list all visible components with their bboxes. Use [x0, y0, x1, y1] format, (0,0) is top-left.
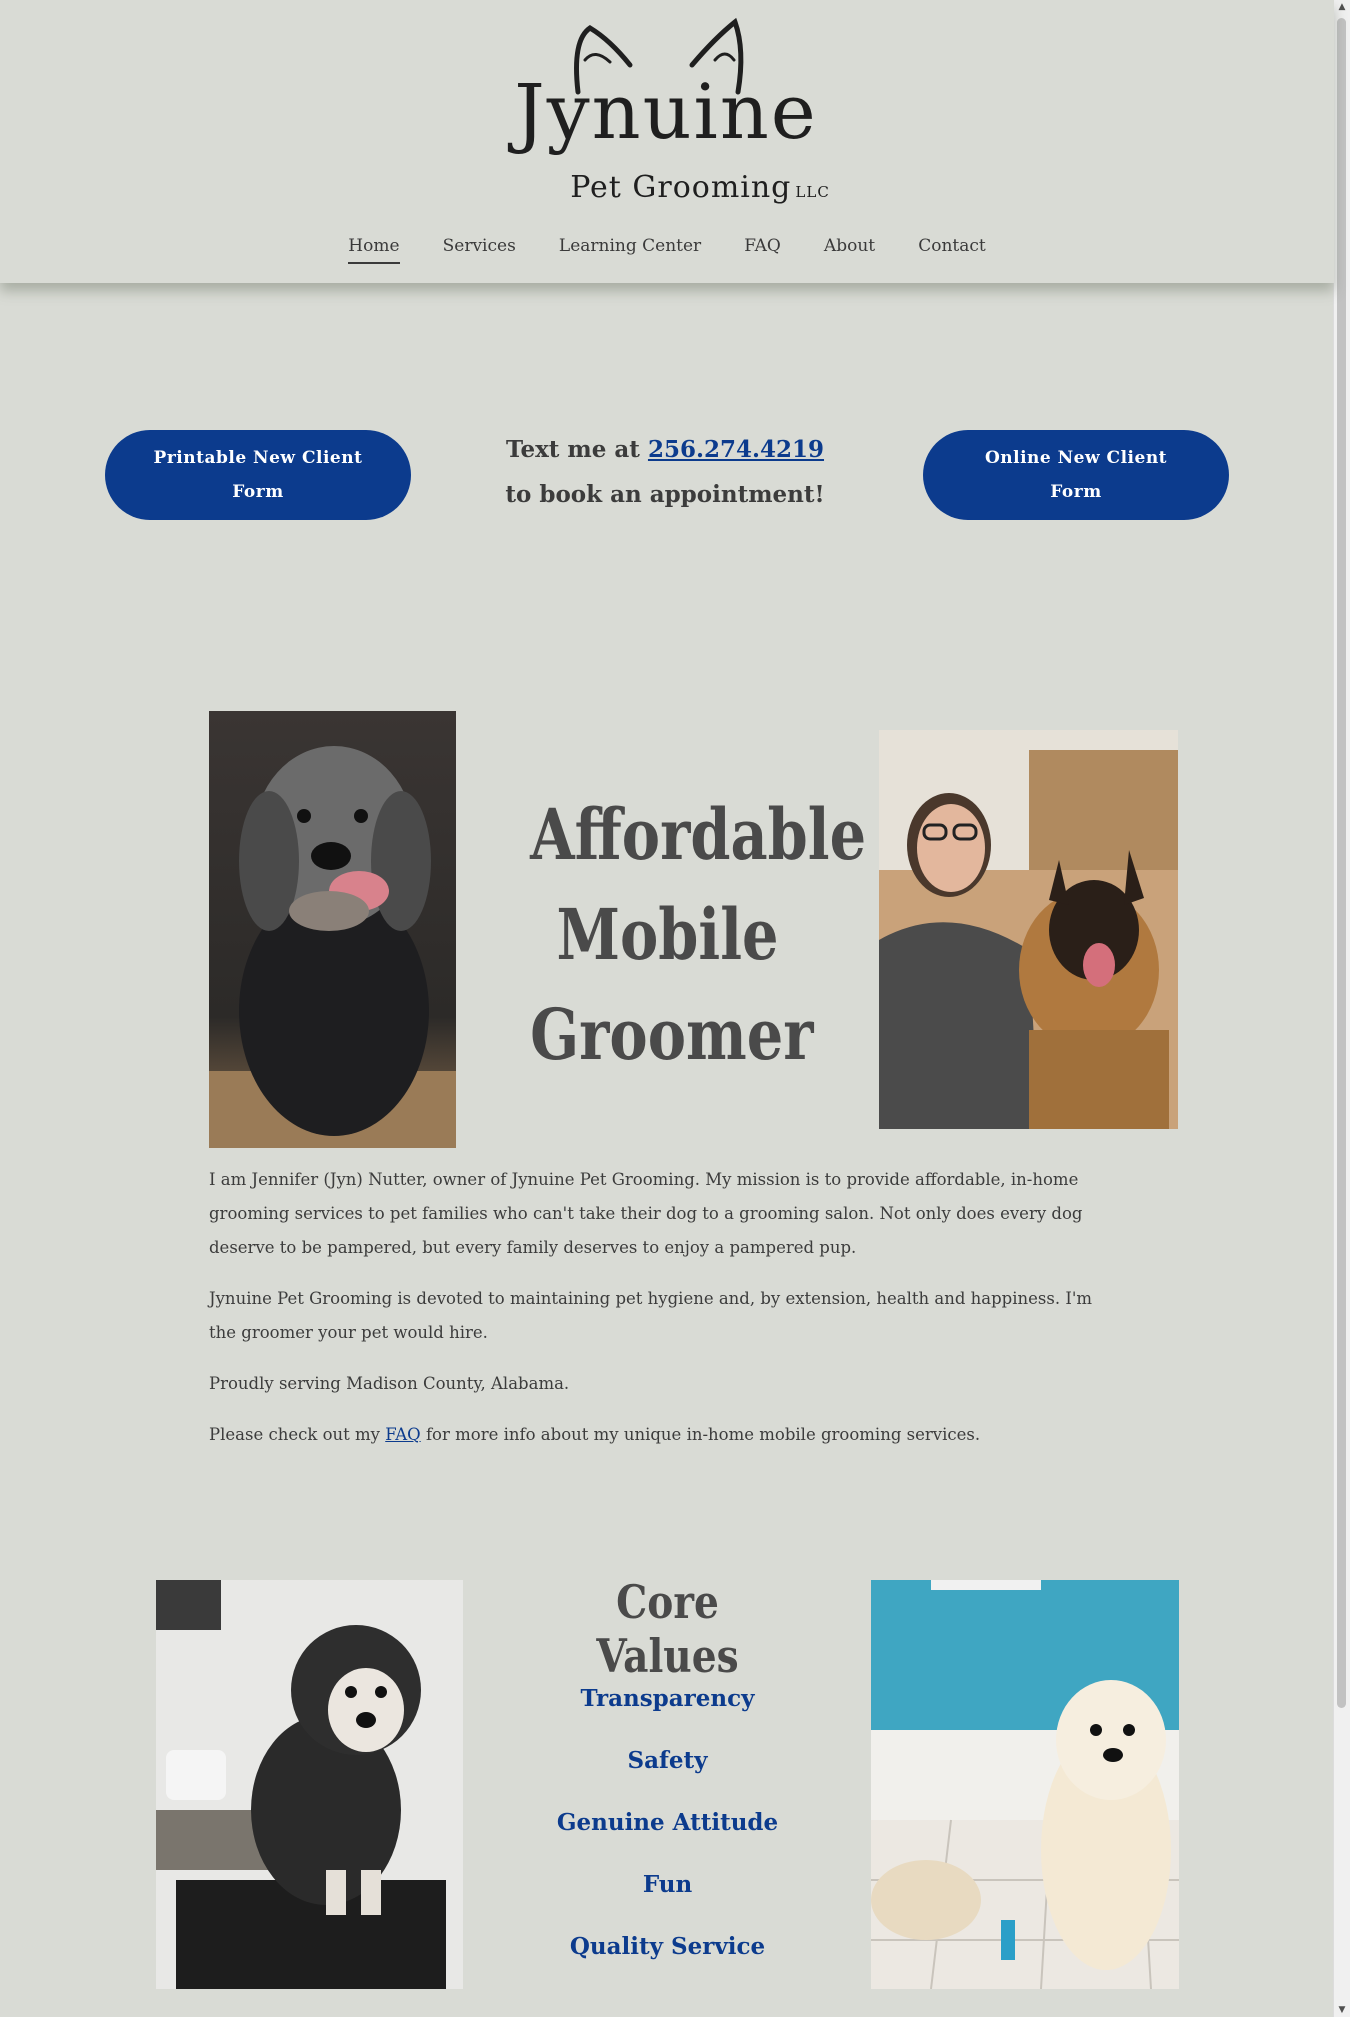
printable-client-form-button[interactable]	[105, 430, 411, 520]
text-suffix: to book an appointment!	[505, 481, 825, 508]
nav-learning-center[interactable]: Learning Center	[558, 236, 702, 256]
scrollbar-thumb[interactable]	[1337, 18, 1346, 1708]
site-logo[interactable]	[460, 10, 870, 210]
value-quality-service: Quality Service	[569, 1933, 766, 1960]
online-client-form-button[interactable]	[923, 430, 1229, 520]
main-nav	[0, 236, 1334, 264]
dog-licking-photo	[209, 711, 456, 1148]
fluffy-dog-bathroom-photo	[871, 1580, 1179, 1989]
value-genuine-attitude: Genuine Attitude	[556, 1809, 779, 1836]
hero-title-line-1: Affordable	[530, 793, 867, 876]
logo-subtitle	[550, 170, 850, 205]
about-paragraph-2: Jynuine Pet Grooming is devoted to maintaining pet hygiene and, by extension, health and happiness. I'm the groomer your pet would hire.	[209, 1289, 1093, 1342]
scroll-up-arrow-icon[interactable]: ▲	[1338, 2, 1346, 12]
core-values-title: Core Values	[596, 1575, 739, 1683]
value-transparency: Transparency	[580, 1685, 755, 1712]
page-scrollbar[interactable]	[1333, 0, 1350, 2017]
phone-link[interactable]: 256.274.4219	[647, 436, 825, 463]
faq-link[interactable]: FAQ	[385, 1425, 421, 1444]
about-paragraph-4	[209, 1418, 1114, 1452]
scroll-down-arrow-icon[interactable]: ▼	[1338, 2005, 1346, 2015]
about-paragraph-3: Proudly serving Madison County, Alabama.	[209, 1374, 570, 1393]
faq-sentence-suffix: for more info about my unique in-home mobile grooming services.	[425, 1425, 981, 1444]
logo-llc: LLC	[795, 183, 830, 201]
text-to-book	[505, 427, 825, 517]
faq-sentence-prefix: Please check out my	[209, 1425, 380, 1444]
groomer-with-dog-photo	[879, 730, 1178, 1129]
site-header	[0, 0, 1334, 283]
logo-wordmark: Jynuine	[514, 67, 818, 156]
core-values-list	[520, 1678, 815, 1988]
value-safety: Safety	[627, 1747, 708, 1774]
nav-home[interactable]: Home	[348, 236, 399, 264]
hero-title-line-2: Mobile	[556, 893, 779, 976]
printable-client-form-label: Printable New Client Form	[153, 448, 363, 502]
nav-faq[interactable]: FAQ	[744, 236, 781, 256]
about-copy	[209, 1163, 1114, 1469]
hero-title	[530, 785, 867, 1085]
value-fun: Fun	[642, 1871, 693, 1898]
logo-subtitle-text: Pet Grooming	[570, 170, 792, 205]
online-client-form-label: Online New Client Form	[984, 448, 1168, 502]
groomed-dog-on-table-photo	[156, 1580, 463, 1989]
nav-about[interactable]: About	[823, 236, 876, 256]
nav-contact[interactable]: Contact	[918, 236, 986, 256]
text-prefix: Text me at	[505, 436, 640, 463]
nav-services[interactable]: Services	[442, 236, 516, 256]
about-paragraph-1: I am Jennifer (Jyn) Nutter, owner of Jynuine Pet Grooming. My mission is to provide affordable, in-home grooming services to pet families who can't take their dog to a grooming salon. Not only does every dog deserve to be pampered, but every family deserves to enjoy a pampered pup.	[209, 1170, 1083, 1257]
hero-title-line-3: Groomer	[530, 993, 814, 1076]
